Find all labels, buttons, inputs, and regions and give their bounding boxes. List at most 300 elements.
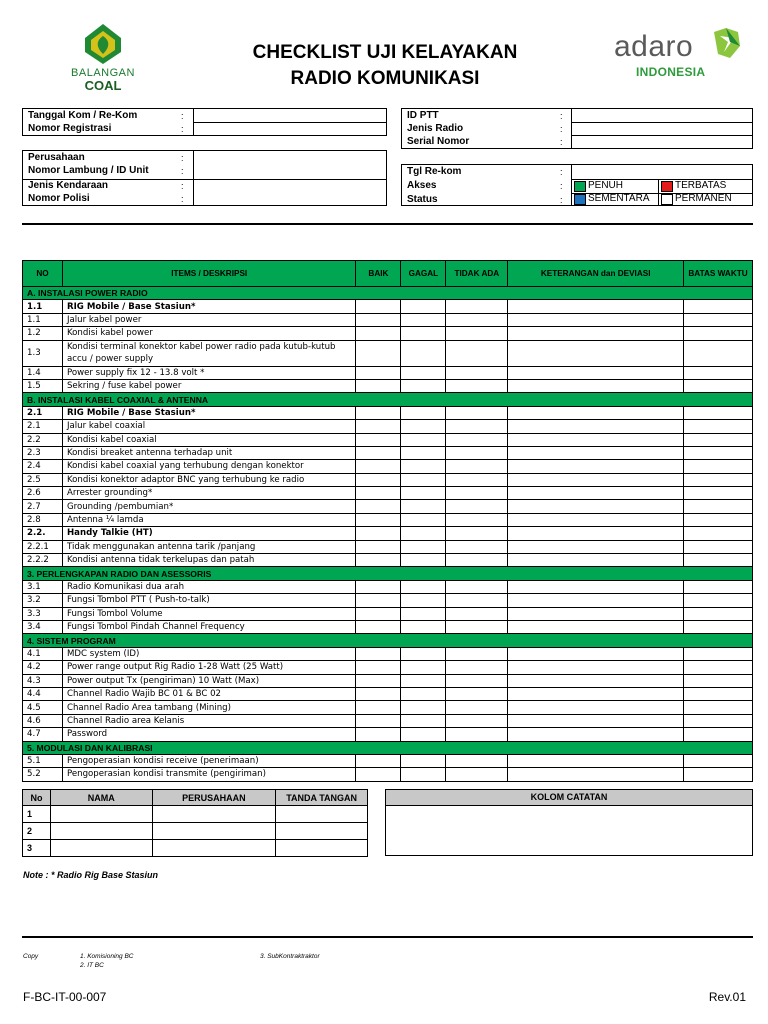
batas-waktu-cell[interactable] bbox=[684, 513, 753, 526]
keterangan-cell[interactable] bbox=[508, 674, 684, 687]
sig-nama-cell[interactable] bbox=[50, 823, 152, 840]
batas-waktu-cell[interactable] bbox=[684, 406, 753, 419]
notes-box bbox=[385, 789, 753, 856]
checklist-row bbox=[23, 487, 753, 500]
gagal-cell[interactable] bbox=[401, 340, 446, 366]
keterangan-cell[interactable] bbox=[508, 340, 684, 366]
tidak-ada-cell[interactable] bbox=[446, 406, 508, 419]
tidak-ada-cell[interactable] bbox=[446, 313, 508, 326]
checklist-body bbox=[23, 287, 753, 782]
sig-perusahaan-cell[interactable] bbox=[152, 840, 276, 857]
checklist-row bbox=[23, 701, 753, 714]
gagal-cell[interactable] bbox=[401, 300, 446, 313]
keterangan-cell[interactable] bbox=[508, 768, 684, 781]
baik-cell[interactable] bbox=[356, 647, 401, 660]
tidak-ada-cell[interactable] bbox=[446, 366, 508, 379]
keterangan-cell[interactable] bbox=[508, 728, 684, 741]
baik-cell[interactable] bbox=[356, 728, 401, 741]
checklist-table bbox=[22, 260, 753, 782]
checklist-row bbox=[23, 620, 753, 633]
logo-text-line1: BALANGAN bbox=[71, 67, 135, 79]
tidak-ada-cell[interactable] bbox=[446, 728, 508, 741]
section-title: B. INSTALASI KABEL COAXIAL & ANTENNA bbox=[23, 393, 753, 406]
gagal-cell[interactable] bbox=[401, 580, 446, 593]
item-description: Kondisi breaket antenna terhadap unit bbox=[62, 446, 355, 459]
checklist-row bbox=[23, 340, 753, 366]
signature-header-row bbox=[23, 790, 368, 806]
keterangan-cell[interactable] bbox=[508, 554, 684, 567]
col-header-baik: BAIK bbox=[356, 261, 401, 287]
gagal-cell[interactable] bbox=[401, 540, 446, 553]
baik-cell[interactable] bbox=[356, 701, 401, 714]
item-number: 5.2 bbox=[23, 768, 63, 781]
baik-cell[interactable] bbox=[356, 754, 401, 767]
balangan-leaf-icon bbox=[81, 22, 125, 66]
gagal-cell[interactable] bbox=[401, 327, 446, 340]
gagal-cell[interactable] bbox=[401, 620, 446, 633]
batas-waktu-cell[interactable] bbox=[684, 647, 753, 660]
keterangan-cell[interactable] bbox=[508, 406, 684, 419]
batas-waktu-cell[interactable] bbox=[684, 300, 753, 313]
sig-tanda-tangan-cell[interactable] bbox=[276, 823, 368, 840]
gagal-cell[interactable] bbox=[401, 420, 446, 433]
tidak-ada-cell[interactable] bbox=[446, 340, 508, 366]
keterangan-cell[interactable] bbox=[508, 433, 684, 446]
item-number: 2.5 bbox=[23, 473, 63, 486]
legend-swatch-terbatas[interactable] bbox=[661, 181, 673, 192]
gagal-cell[interactable] bbox=[401, 647, 446, 660]
col-header-batas-waktu: BATAS WAKTU bbox=[684, 261, 753, 287]
checklist-row bbox=[23, 473, 753, 486]
item-number: 3.2 bbox=[23, 594, 63, 607]
legend-swatch-sementara[interactable] bbox=[574, 194, 586, 205]
item-number: 2.6 bbox=[23, 487, 63, 500]
signature-table bbox=[22, 789, 368, 857]
batas-waktu-cell[interactable] bbox=[684, 714, 753, 727]
subsection-row bbox=[23, 300, 753, 313]
checklist-row bbox=[23, 607, 753, 620]
section-row bbox=[23, 741, 753, 754]
info-box-radio: ID PTT : Jenis Radio : Serial Nomor : bbox=[401, 108, 753, 149]
sig-nama-cell[interactable] bbox=[50, 806, 152, 823]
gagal-cell[interactable] bbox=[401, 714, 446, 727]
sig-tanda-tangan-cell[interactable] bbox=[276, 806, 368, 823]
balangan-coal-logo bbox=[62, 22, 144, 96]
keterangan-cell[interactable] bbox=[508, 580, 684, 593]
baik-cell[interactable] bbox=[356, 687, 401, 700]
tidak-ada-cell[interactable] bbox=[446, 460, 508, 473]
keterangan-cell[interactable] bbox=[508, 487, 684, 500]
checklist-row bbox=[23, 674, 753, 687]
item-description: Sekring / fuse kabel power bbox=[62, 379, 355, 392]
sig-tanda-tangan-cell[interactable] bbox=[276, 840, 368, 857]
batas-waktu-cell[interactable] bbox=[684, 446, 753, 459]
checklist-row bbox=[23, 714, 753, 727]
item-number: 5.1 bbox=[23, 754, 63, 767]
baik-cell[interactable] bbox=[356, 580, 401, 593]
gagal-cell[interactable] bbox=[401, 313, 446, 326]
tidak-ada-cell[interactable] bbox=[446, 661, 508, 674]
section-row bbox=[23, 634, 753, 647]
checklist-row bbox=[23, 366, 753, 379]
item-number: 1.2 bbox=[23, 327, 63, 340]
batas-waktu-cell[interactable] bbox=[684, 674, 753, 687]
baik-cell[interactable] bbox=[356, 513, 401, 526]
item-description: Pengoperasian kondisi transmite (pengiriman) bbox=[62, 768, 355, 781]
keterangan-cell[interactable] bbox=[508, 754, 684, 767]
section-title: 4. SISTEM PROGRAM bbox=[23, 634, 753, 647]
tidak-ada-cell[interactable] bbox=[446, 687, 508, 700]
notes-title: KOLOM CATATAN bbox=[386, 790, 752, 806]
checklist-row bbox=[23, 433, 753, 446]
keterangan-cell[interactable] bbox=[508, 366, 684, 379]
field-nomor-registrasi: Nomor Registrasi : bbox=[28, 123, 184, 134]
item-description: Power output Tx (pengiriman) 10 Watt (Max) bbox=[62, 674, 355, 687]
keterangan-cell[interactable] bbox=[508, 500, 684, 513]
tidak-ada-cell[interactable] bbox=[446, 446, 508, 459]
sig-perusahaan-cell[interactable] bbox=[152, 823, 276, 840]
batas-waktu-cell[interactable] bbox=[684, 701, 753, 714]
tidak-ada-cell[interactable] bbox=[446, 300, 508, 313]
batas-waktu-cell[interactable] bbox=[684, 366, 753, 379]
keterangan-cell[interactable] bbox=[508, 473, 684, 486]
keterangan-cell[interactable] bbox=[508, 300, 684, 313]
batas-waktu-cell[interactable] bbox=[684, 620, 753, 633]
tidak-ada-cell[interactable] bbox=[446, 768, 508, 781]
batas-waktu-cell[interactable] bbox=[684, 327, 753, 340]
gagal-cell[interactable] bbox=[401, 754, 446, 767]
copy-item-2: 2. IT BC bbox=[80, 962, 104, 969]
field-label: Akses bbox=[407, 180, 437, 191]
tanggal-kom-input[interactable] bbox=[195, 109, 385, 122]
item-description: Power range output Rig Radio 1-28 Watt (25 Watt) bbox=[62, 661, 355, 674]
item-description: Password bbox=[62, 728, 355, 741]
copy-item-3: 3. SubKontraktraktor bbox=[260, 953, 320, 960]
tidak-ada-cell[interactable] bbox=[446, 433, 508, 446]
batas-waktu-cell[interactable] bbox=[684, 554, 753, 567]
item-number: 1.1 bbox=[23, 313, 63, 326]
sig-row-number: 1 bbox=[23, 806, 51, 823]
item-description: Tidak menggunakan antenna tarik /panjang bbox=[62, 540, 355, 553]
checklist-row bbox=[23, 580, 753, 593]
baik-cell[interactable] bbox=[356, 500, 401, 513]
baik-cell[interactable] bbox=[356, 661, 401, 674]
tidak-ada-cell[interactable] bbox=[446, 701, 508, 714]
keterangan-cell[interactable] bbox=[508, 420, 684, 433]
legend-label-sementara: SEMENTARA bbox=[588, 193, 650, 204]
item-description: Pengoperasian kondisi receive (penerimaan) bbox=[62, 754, 355, 767]
keterangan-cell[interactable] bbox=[508, 313, 684, 326]
batas-waktu-cell[interactable] bbox=[684, 460, 753, 473]
col-header-no: NO bbox=[23, 261, 63, 287]
baik-cell[interactable] bbox=[356, 327, 401, 340]
keterangan-cell[interactable] bbox=[508, 620, 684, 633]
info-box-access: Tgl Re-kom : Akses : Status : PENUH TERBATAS SEMENTARA PERMANEN bbox=[401, 164, 753, 206]
field-label: Status bbox=[407, 194, 438, 205]
tidak-ada-cell[interactable] bbox=[446, 674, 508, 687]
checklist-row bbox=[23, 446, 753, 459]
item-number: 2.2.1 bbox=[23, 540, 63, 553]
notes-input[interactable] bbox=[386, 806, 752, 855]
tidak-ada-cell[interactable] bbox=[446, 513, 508, 526]
baik-cell[interactable] bbox=[356, 473, 401, 486]
tidak-ada-cell[interactable] bbox=[446, 420, 508, 433]
gagal-cell[interactable] bbox=[401, 433, 446, 446]
tidak-ada-cell[interactable] bbox=[446, 527, 508, 540]
batas-waktu-cell[interactable] bbox=[684, 580, 753, 593]
keterangan-cell[interactable] bbox=[508, 527, 684, 540]
baik-cell[interactable] bbox=[356, 594, 401, 607]
tidak-ada-cell[interactable] bbox=[446, 620, 508, 633]
sig-header-no: No bbox=[23, 790, 51, 806]
item-description: Kondisi kabel power bbox=[62, 327, 355, 340]
checklist-row bbox=[23, 661, 753, 674]
keterangan-cell[interactable] bbox=[508, 647, 684, 660]
item-number: 4.7 bbox=[23, 728, 63, 741]
baik-cell[interactable] bbox=[356, 420, 401, 433]
batas-waktu-cell[interactable] bbox=[684, 594, 753, 607]
field-label: Perusahaan bbox=[28, 152, 85, 163]
jenis-radio-input[interactable] bbox=[573, 123, 751, 135]
gagal-cell[interactable] bbox=[401, 594, 446, 607]
gagal-cell[interactable] bbox=[401, 701, 446, 714]
gagal-cell[interactable] bbox=[401, 513, 446, 526]
adaro-logo bbox=[612, 26, 747, 82]
legend-label-permanen: PERMANEN bbox=[675, 193, 732, 204]
item-description: Handy Talkie (HT) bbox=[62, 527, 355, 540]
baik-cell[interactable] bbox=[356, 714, 401, 727]
gagal-cell[interactable] bbox=[401, 554, 446, 567]
tidak-ada-cell[interactable] bbox=[446, 379, 508, 392]
tidak-ada-cell[interactable] bbox=[446, 754, 508, 767]
batas-waktu-cell[interactable] bbox=[684, 607, 753, 620]
keterangan-cell[interactable] bbox=[508, 460, 684, 473]
item-description: Kondisi kabel coaxial yang terhubung dengan konektor bbox=[62, 460, 355, 473]
gagal-cell[interactable] bbox=[401, 366, 446, 379]
gagal-cell[interactable] bbox=[401, 379, 446, 392]
legend-swatch-penuh[interactable] bbox=[574, 181, 586, 192]
item-number: 2.4 bbox=[23, 460, 63, 473]
batas-waktu-cell[interactable] bbox=[684, 313, 753, 326]
item-number: 4.5 bbox=[23, 701, 63, 714]
checklist-row bbox=[23, 420, 753, 433]
item-description: Fungsi Tombol Pindah Channel Frequency bbox=[62, 620, 355, 633]
checklist-row bbox=[23, 754, 753, 767]
keterangan-cell[interactable] bbox=[508, 540, 684, 553]
baik-cell[interactable] bbox=[356, 527, 401, 540]
sig-header-tanda-tangan: TANDA TANGAN bbox=[276, 790, 368, 806]
keterangan-cell[interactable] bbox=[508, 513, 684, 526]
gagal-cell[interactable] bbox=[401, 406, 446, 419]
section-row bbox=[23, 393, 753, 406]
batas-waktu-cell[interactable] bbox=[684, 661, 753, 674]
field-label: Tgl Re-kom bbox=[407, 166, 462, 177]
item-number: 1.4 bbox=[23, 366, 63, 379]
baik-cell[interactable] bbox=[356, 540, 401, 553]
item-number: 2.2.2 bbox=[23, 554, 63, 567]
item-number: 4.4 bbox=[23, 687, 63, 700]
tidak-ada-cell[interactable] bbox=[446, 554, 508, 567]
baik-cell[interactable] bbox=[356, 554, 401, 567]
baik-cell[interactable] bbox=[356, 460, 401, 473]
baik-cell[interactable] bbox=[356, 300, 401, 313]
item-description: Channel Radio Wajib BC 01 & BC 02 bbox=[62, 687, 355, 700]
gagal-cell[interactable] bbox=[401, 473, 446, 486]
tidak-ada-cell[interactable] bbox=[446, 327, 508, 340]
baik-cell[interactable] bbox=[356, 446, 401, 459]
tidak-ada-cell[interactable] bbox=[446, 500, 508, 513]
field-label: Nomor Polisi bbox=[28, 193, 90, 204]
batas-waktu-cell[interactable] bbox=[684, 768, 753, 781]
keterangan-cell[interactable] bbox=[508, 594, 684, 607]
batas-waktu-cell[interactable] bbox=[684, 473, 753, 486]
baik-cell[interactable] bbox=[356, 768, 401, 781]
item-number: 2.7 bbox=[23, 500, 63, 513]
batas-waktu-cell[interactable] bbox=[684, 420, 753, 433]
gagal-cell[interactable] bbox=[401, 460, 446, 473]
keterangan-cell[interactable] bbox=[508, 661, 684, 674]
batas-waktu-cell[interactable] bbox=[684, 433, 753, 446]
sig-header-perusahaan: PERUSAHAAN bbox=[152, 790, 276, 806]
keterangan-cell[interactable] bbox=[508, 687, 684, 700]
item-description: Power supply fix 12 - 13.8 volt * bbox=[62, 366, 355, 379]
legend-swatch-permanen[interactable] bbox=[661, 194, 673, 205]
batas-waktu-cell[interactable] bbox=[684, 379, 753, 392]
keterangan-cell[interactable] bbox=[508, 446, 684, 459]
copy-label: Copy bbox=[23, 953, 39, 960]
title-line-1: CHECKLIST UJI KELAYAKAN bbox=[252, 42, 518, 63]
kendaraan-input[interactable] bbox=[195, 180, 385, 206]
gagal-cell[interactable] bbox=[401, 500, 446, 513]
batas-waktu-cell[interactable] bbox=[684, 754, 753, 767]
batas-waktu-cell[interactable] bbox=[684, 687, 753, 700]
footnote: Note : * Radio Rig Base Stasiun bbox=[23, 870, 159, 880]
field-label: Serial Nomor bbox=[407, 136, 470, 147]
gagal-cell[interactable] bbox=[401, 687, 446, 700]
col-header-keterangan: KETERANGAN dan DEVIASI bbox=[508, 261, 684, 287]
tidak-ada-cell[interactable] bbox=[446, 473, 508, 486]
adaro-brand-text: adaro bbox=[614, 30, 694, 63]
tidak-ada-cell[interactable] bbox=[446, 594, 508, 607]
tidak-ada-cell[interactable] bbox=[446, 647, 508, 660]
tidak-ada-cell[interactable] bbox=[446, 714, 508, 727]
tidak-ada-cell[interactable] bbox=[446, 487, 508, 500]
item-number: 2.2 bbox=[23, 433, 63, 446]
field-label: Tanggal Kom / Re-Kom bbox=[28, 110, 138, 121]
tidak-ada-cell[interactable] bbox=[446, 607, 508, 620]
item-number: 4.2 bbox=[23, 661, 63, 674]
batas-waktu-cell[interactable] bbox=[684, 728, 753, 741]
signature-row bbox=[23, 823, 368, 840]
baik-cell[interactable] bbox=[356, 620, 401, 633]
baik-cell[interactable] bbox=[356, 674, 401, 687]
item-description: Kondisi kabel coaxial bbox=[62, 433, 355, 446]
gagal-cell[interactable] bbox=[401, 487, 446, 500]
checklist-row bbox=[23, 379, 753, 392]
subsection-row bbox=[23, 406, 753, 419]
checklist-row bbox=[23, 594, 753, 607]
section-row bbox=[23, 567, 753, 580]
gagal-cell[interactable] bbox=[401, 674, 446, 687]
perusahaan-input[interactable] bbox=[195, 151, 385, 178]
checklist-row bbox=[23, 540, 753, 553]
item-number: 2.1 bbox=[23, 420, 63, 433]
baik-cell[interactable] bbox=[356, 340, 401, 366]
item-description: RIG Mobile / Base Stasiun* bbox=[62, 406, 355, 419]
field-label: Jenis Kendaraan bbox=[28, 180, 109, 191]
baik-cell[interactable] bbox=[356, 433, 401, 446]
item-number: 2.8 bbox=[23, 513, 63, 526]
batas-waktu-cell[interactable] bbox=[684, 540, 753, 553]
tgl-rekom-input[interactable] bbox=[573, 165, 751, 179]
item-description: Arrester grounding* bbox=[62, 487, 355, 500]
batas-waktu-cell[interactable] bbox=[684, 487, 753, 500]
batas-waktu-cell[interactable] bbox=[684, 527, 753, 540]
info-box-unit: Perusahaan : Nomor Lambung / ID Unit : Jenis Kendaraan : Nomor Polisi : bbox=[22, 150, 387, 206]
tidak-ada-cell[interactable] bbox=[446, 580, 508, 593]
item-number: 2.1 bbox=[23, 406, 63, 419]
checklist-row bbox=[23, 768, 753, 781]
copy-distribution-list bbox=[80, 952, 133, 970]
item-description: Channel Radio area Kelanis bbox=[62, 714, 355, 727]
gagal-cell[interactable] bbox=[401, 728, 446, 741]
keterangan-cell[interactable] bbox=[508, 701, 684, 714]
item-number: 1.1 bbox=[23, 300, 63, 313]
item-number: 2.2. bbox=[23, 527, 63, 540]
gagal-cell[interactable] bbox=[401, 446, 446, 459]
baik-cell[interactable] bbox=[356, 406, 401, 419]
logo-text-line2: COAL bbox=[84, 78, 122, 93]
checklist-row bbox=[23, 327, 753, 340]
baik-cell[interactable] bbox=[356, 487, 401, 500]
sig-perusahaan-cell[interactable] bbox=[152, 806, 276, 823]
keterangan-cell[interactable] bbox=[508, 714, 684, 727]
item-description: Grounding /pembumian* bbox=[62, 500, 355, 513]
item-description: Kondisi terminal konektor kabel power radio pada kutub-kutub accu / power supply bbox=[62, 340, 355, 366]
id-ptt-input[interactable] bbox=[573, 109, 751, 122]
serial-nomor-input[interactable] bbox=[573, 136, 751, 149]
sig-row-number: 3 bbox=[23, 840, 51, 857]
item-number: 1.3 bbox=[23, 340, 63, 366]
batas-waktu-cell[interactable] bbox=[684, 340, 753, 366]
tidak-ada-cell[interactable] bbox=[446, 540, 508, 553]
keterangan-cell[interactable] bbox=[508, 327, 684, 340]
document-revision: Rev.01 bbox=[708, 990, 746, 1004]
batas-waktu-cell[interactable] bbox=[684, 500, 753, 513]
keterangan-cell[interactable] bbox=[508, 607, 684, 620]
col-header-tidak-ada: TIDAK ADA bbox=[446, 261, 508, 287]
baik-cell[interactable] bbox=[356, 607, 401, 620]
nomor-registrasi-input[interactable] bbox=[195, 123, 385, 136]
keterangan-cell[interactable] bbox=[508, 379, 684, 392]
gagal-cell[interactable] bbox=[401, 768, 446, 781]
sig-nama-cell[interactable] bbox=[50, 840, 152, 857]
header-divider bbox=[22, 223, 753, 225]
signature-row bbox=[23, 806, 368, 823]
sig-row-number: 2 bbox=[23, 823, 51, 840]
baik-cell[interactable] bbox=[356, 379, 401, 392]
info-box-registration bbox=[22, 108, 387, 136]
checklist-row bbox=[23, 460, 753, 473]
adaro-star-icon bbox=[710, 26, 742, 60]
baik-cell[interactable] bbox=[356, 366, 401, 379]
gagal-cell[interactable] bbox=[401, 607, 446, 620]
gagal-cell[interactable] bbox=[401, 527, 446, 540]
gagal-cell[interactable] bbox=[401, 661, 446, 674]
baik-cell[interactable] bbox=[356, 313, 401, 326]
legend-label-penuh: PENUH bbox=[588, 180, 624, 191]
copy-item-1: 1. Komisioning BC bbox=[80, 953, 134, 960]
